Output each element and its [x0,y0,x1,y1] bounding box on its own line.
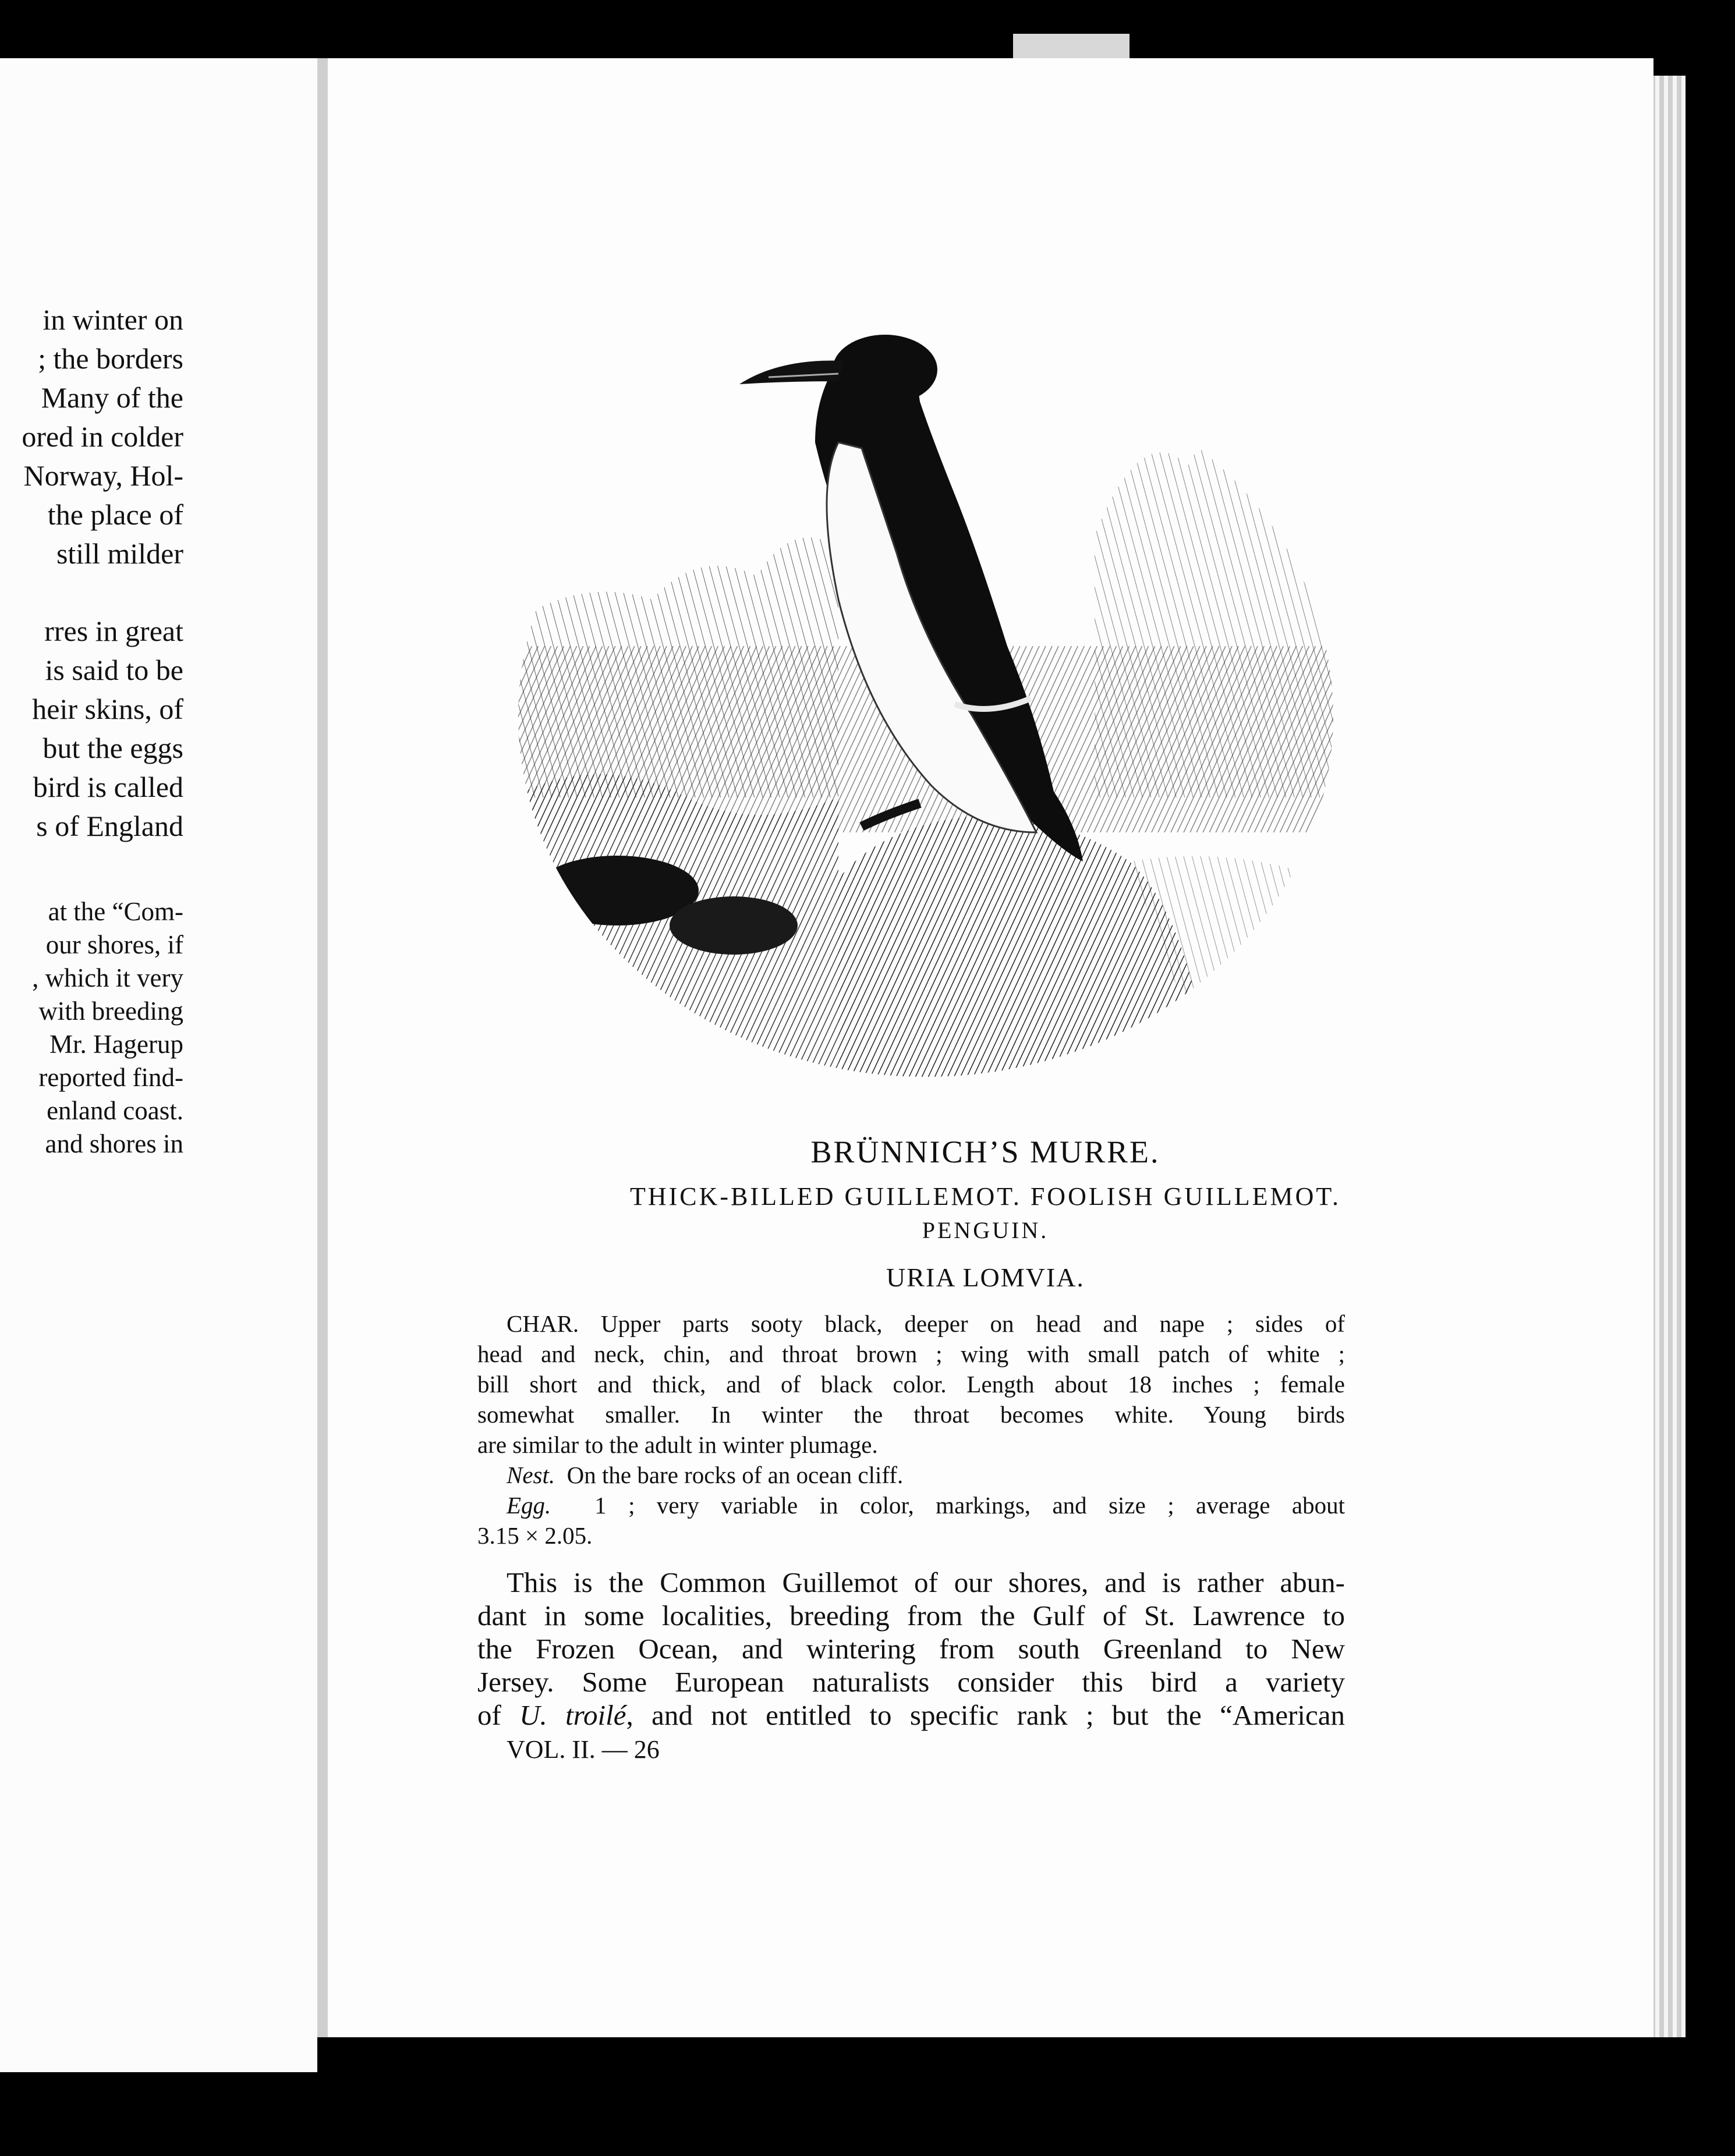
char-line: somewhat smaller. In winter the throat becomes white. Young birds [477,1401,1345,1428]
egg-line [507,1491,1345,1519]
left-line: s of England [36,810,183,842]
binding-label [1013,34,1129,59]
murre-illustration [512,274,1339,1077]
nest-label: Nest. [507,1462,555,1488]
left-line: with breeding [38,997,183,1026]
body-line: the Frozen Ocean, and wintering from south Greenland to New [477,1633,1345,1665]
left-line: the place of [47,498,183,531]
nest-text: On the bare rocks of an ocean cliff. [566,1462,904,1488]
egg-text: 1 ; very variable in color, markings, and size ; average about [594,1492,1345,1519]
latin-name: URIA LOMVIA. [886,1263,1085,1292]
char-line: head and neck, chin, and throat brown ; wing with small patch of white ; [477,1341,1345,1367]
body-last-rest: , and not entitled to specific rank ; but the “American [626,1699,1345,1731]
left-line: and shores in [45,1129,183,1158]
left-line: heir skins, of [32,693,183,725]
left-line: ; the borders [38,342,183,375]
char-line: bill short and thick, and of black color. Length about 18 inches ; female [477,1371,1345,1398]
egg-label: Egg. [507,1492,551,1519]
body-line: This is the Common Guillemot of our shores, and is rather abun- [507,1566,1345,1598]
body-last-prefix: of [477,1699,501,1731]
char-line: are similar to the adult in winter plumage. [477,1431,878,1458]
left-line: is said to be [45,654,183,686]
left-line: , which it very [32,963,183,992]
left-line: reported find- [38,1063,183,1092]
egg-size: 3.15 × 2.05. [477,1522,593,1549]
left-page [0,58,317,2072]
species-headline: BRÜNNICH’S MURRE. [810,1134,1160,1169]
left-line: our shores, if [45,930,183,959]
left-line: at the “Com- [48,897,183,926]
char-line: CHAR. Upper parts sooty black, deeper on head and nape ; sides of [507,1310,1345,1337]
body-line: Jersey. Some European naturalists consider this bird a variety [477,1666,1345,1698]
left-line: rres in great [44,615,183,647]
left-line: Many of the [41,381,183,414]
left-line: but the eggs [43,732,183,764]
nest-line [507,1461,1345,1489]
left-line: in winter on [43,303,183,336]
left-line: ored in colder [22,420,183,453]
book-gutter [317,58,328,2037]
left-line: still milder [56,537,183,570]
volume-signature: VOL. II. — 26 [507,1735,660,1764]
common-names-line-1: THICK-BILLED GUILLEMOT. FOOLISH GUILLEMOT. [630,1182,1341,1211]
left-line: Mr. Hagerup [49,1030,183,1059]
body-line [477,1698,1345,1732]
left-line: bird is called [33,771,183,803]
body-line: dant in some localities, breeding from the Gulf of St. Lawrence to [477,1600,1345,1632]
left-line: Norway, Hol- [23,459,183,492]
left-line: enland coast. [47,1096,183,1125]
common-names-line-2: PENGUIN. [922,1217,1049,1243]
body-last-italic: U. troilé [519,1699,626,1731]
